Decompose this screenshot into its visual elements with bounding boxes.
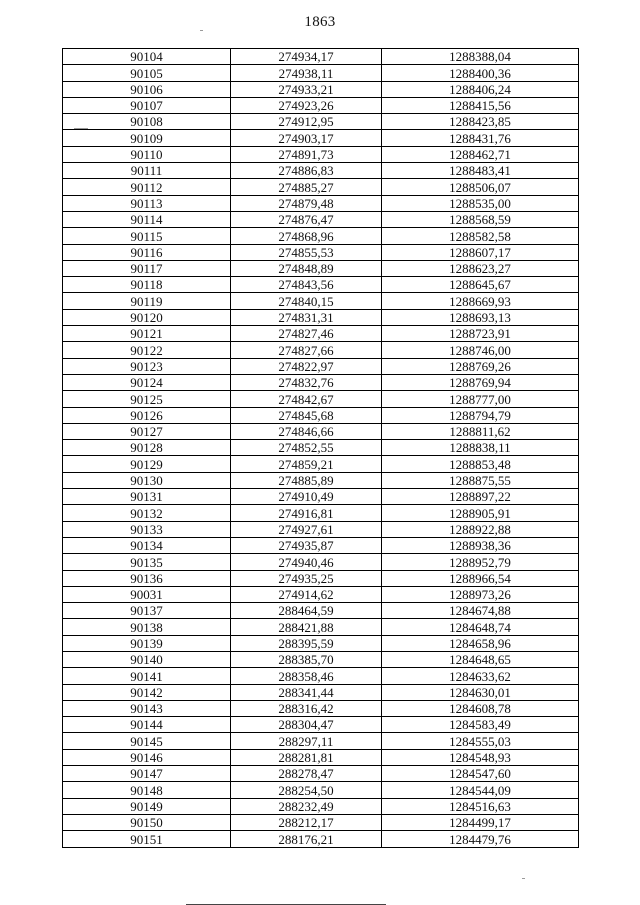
table-row <box>63 146 579 162</box>
scan-artifact <box>522 878 525 879</box>
y-coordinate-cell: 1288838,11 <box>382 440 579 456</box>
point-number-cell: 90128 <box>63 440 231 456</box>
point-number-cell: 90125 <box>63 391 231 407</box>
x-coordinate-cell: 288278,47 <box>231 766 382 782</box>
y-coordinate-cell: 1288535,00 <box>382 195 579 211</box>
table-row <box>63 668 579 684</box>
x-coordinate-cell: 288358,46 <box>231 668 382 684</box>
y-coordinate-cell: 1284630,01 <box>382 684 579 700</box>
point-number-cell: 90141 <box>63 668 231 684</box>
coordinates-table <box>62 48 579 848</box>
y-coordinate-cell: 1288811,62 <box>382 423 579 439</box>
point-number-cell: 90115 <box>63 228 231 244</box>
table-row <box>63 358 579 374</box>
table-row <box>63 570 579 586</box>
point-number-cell: 90137 <box>63 603 231 619</box>
coordinates-table-body <box>63 49 579 848</box>
y-coordinate-cell: 1284648,65 <box>382 651 579 667</box>
point-number-cell: 90119 <box>63 293 231 309</box>
x-coordinate-cell: 274886,83 <box>231 163 382 179</box>
y-coordinate-cell: 1288769,26 <box>382 358 579 374</box>
x-coordinate-cell: 288297,11 <box>231 733 382 749</box>
y-coordinate-cell: 1284674,88 <box>382 603 579 619</box>
x-coordinate-cell: 288385,70 <box>231 651 382 667</box>
point-number-cell: 90147 <box>63 766 231 782</box>
table-row <box>63 163 579 179</box>
y-coordinate-cell: 1288483,41 <box>382 163 579 179</box>
point-number-cell: 90146 <box>63 749 231 765</box>
y-coordinate-cell: 1284547,60 <box>382 766 579 782</box>
point-number-cell: 90126 <box>63 407 231 423</box>
x-coordinate-cell: 288176,21 <box>231 831 382 847</box>
table-row <box>63 114 579 130</box>
point-number-cell: 90111 <box>63 163 231 179</box>
table-row <box>63 407 579 423</box>
table-row <box>63 537 579 553</box>
table-row <box>63 554 579 570</box>
x-coordinate-cell: 288254,50 <box>231 782 382 798</box>
x-coordinate-cell: 274885,27 <box>231 179 382 195</box>
x-coordinate-cell: 274840,15 <box>231 293 382 309</box>
point-number-cell: 90148 <box>63 782 231 798</box>
x-coordinate-cell: 274923,26 <box>231 97 382 113</box>
x-coordinate-cell: 274868,96 <box>231 228 382 244</box>
point-number-cell: 90120 <box>63 309 231 325</box>
x-coordinate-cell: 274827,46 <box>231 326 382 342</box>
point-number-cell: 90142 <box>63 684 231 700</box>
y-coordinate-cell: 1288973,26 <box>382 586 579 602</box>
table-row <box>63 505 579 521</box>
point-number-cell: 90123 <box>63 358 231 374</box>
x-coordinate-cell: 274938,11 <box>231 65 382 81</box>
x-coordinate-cell: 288341,44 <box>231 684 382 700</box>
y-coordinate-cell: 1288875,55 <box>382 472 579 488</box>
y-coordinate-cell: 1288431,76 <box>382 130 579 146</box>
table-row <box>63 782 579 798</box>
table-row <box>63 326 579 342</box>
point-number-cell: 90144 <box>63 717 231 733</box>
y-coordinate-cell: 1288746,00 <box>382 342 579 358</box>
x-coordinate-cell: 274935,87 <box>231 537 382 553</box>
x-coordinate-cell: 274845,68 <box>231 407 382 423</box>
y-coordinate-cell: 1288777,00 <box>382 391 579 407</box>
x-coordinate-cell: 274933,21 <box>231 81 382 97</box>
table-row <box>63 342 579 358</box>
x-coordinate-cell: 288395,59 <box>231 635 382 651</box>
x-coordinate-cell: 288212,17 <box>231 814 382 830</box>
point-number-cell: 90122 <box>63 342 231 358</box>
y-coordinate-cell: 1284479,76 <box>382 831 579 847</box>
y-coordinate-cell: 1288388,04 <box>382 49 579 65</box>
table-row <box>63 97 579 113</box>
x-coordinate-cell: 274910,49 <box>231 489 382 505</box>
y-coordinate-cell: 1288645,67 <box>382 277 579 293</box>
point-number-cell: 90133 <box>63 521 231 537</box>
point-number-cell: 90145 <box>63 733 231 749</box>
x-coordinate-cell: 274842,67 <box>231 391 382 407</box>
x-coordinate-cell: 274822,97 <box>231 358 382 374</box>
point-number-cell: 90104 <box>63 49 231 65</box>
point-number-cell: 90031 <box>63 586 231 602</box>
x-coordinate-cell: 274885,89 <box>231 472 382 488</box>
point-number-cell: 90127 <box>63 423 231 439</box>
point-number-cell: 90150 <box>63 814 231 830</box>
point-number-cell: 90151 <box>63 831 231 847</box>
x-coordinate-cell: 288232,49 <box>231 798 382 814</box>
table-row <box>63 49 579 65</box>
point-number-cell: 90113 <box>63 195 231 211</box>
table-row <box>63 635 579 651</box>
y-coordinate-cell: 1284583,49 <box>382 717 579 733</box>
point-number-cell: 90117 <box>63 260 231 276</box>
table-row <box>63 472 579 488</box>
point-number-cell: 90132 <box>63 505 231 521</box>
x-coordinate-cell: 274879,48 <box>231 195 382 211</box>
y-coordinate-cell: 1288400,36 <box>382 65 579 81</box>
x-coordinate-cell: 274846,66 <box>231 423 382 439</box>
x-coordinate-cell: 274891,73 <box>231 146 382 162</box>
point-number-cell: 90143 <box>63 700 231 716</box>
table-row <box>63 831 579 847</box>
y-coordinate-cell: 1284548,93 <box>382 749 579 765</box>
y-coordinate-cell: 1288415,56 <box>382 97 579 113</box>
table-row <box>63 586 579 602</box>
point-number-cell: 90129 <box>63 456 231 472</box>
point-number-cell: 90136 <box>63 570 231 586</box>
point-number-cell: 90109 <box>63 130 231 146</box>
table-row <box>63 456 579 472</box>
y-coordinate-cell: 1288952,79 <box>382 554 579 570</box>
x-coordinate-cell: 274935,25 <box>231 570 382 586</box>
x-coordinate-cell: 274912,95 <box>231 114 382 130</box>
point-number-cell: 90124 <box>63 374 231 390</box>
table-row <box>63 228 579 244</box>
table-row <box>63 65 579 81</box>
y-coordinate-cell: 1288897,22 <box>382 489 579 505</box>
x-coordinate-cell: 274855,53 <box>231 244 382 260</box>
point-number-cell: 90108 <box>63 114 231 130</box>
table-row <box>63 603 579 619</box>
x-coordinate-cell: 288316,42 <box>231 700 382 716</box>
table-row <box>63 81 579 97</box>
y-coordinate-cell: 1284633,62 <box>382 668 579 684</box>
page-number: 1863 <box>304 14 336 30</box>
table-row <box>63 717 579 733</box>
x-coordinate-cell: 274832,76 <box>231 374 382 390</box>
x-coordinate-cell: 274827,66 <box>231 342 382 358</box>
point-number-cell: 90107 <box>63 97 231 113</box>
table-row <box>63 651 579 667</box>
table-row <box>63 260 579 276</box>
x-coordinate-cell: 274859,21 <box>231 456 382 472</box>
point-number-cell: 90118 <box>63 277 231 293</box>
table-row <box>63 309 579 325</box>
table-row <box>63 749 579 765</box>
table-row <box>63 211 579 227</box>
y-coordinate-cell: 1288669,93 <box>382 293 579 309</box>
point-number-cell: 90114 <box>63 211 231 227</box>
y-coordinate-cell: 1288938,36 <box>382 537 579 553</box>
table-row <box>63 130 579 146</box>
table-row <box>63 798 579 814</box>
x-coordinate-cell: 274852,55 <box>231 440 382 456</box>
y-coordinate-cell: 1288693,13 <box>382 309 579 325</box>
x-coordinate-cell: 274934,17 <box>231 49 382 65</box>
table-row <box>63 179 579 195</box>
x-coordinate-cell: 288304,47 <box>231 717 382 733</box>
x-coordinate-cell: 274914,62 <box>231 586 382 602</box>
x-coordinate-cell: 274916,81 <box>231 505 382 521</box>
point-number-cell: 90139 <box>63 635 231 651</box>
x-coordinate-cell: 288464,59 <box>231 603 382 619</box>
point-number-cell: 90105 <box>63 65 231 81</box>
point-number-cell: 90140 <box>63 651 231 667</box>
table-row <box>63 521 579 537</box>
point-number-cell: 90130 <box>63 472 231 488</box>
y-coordinate-cell: 1288905,91 <box>382 505 579 521</box>
point-number-cell: 90131 <box>63 489 231 505</box>
x-coordinate-cell: 288281,81 <box>231 749 382 765</box>
y-coordinate-cell: 1288623,27 <box>382 260 579 276</box>
table-row <box>63 700 579 716</box>
x-coordinate-cell: 274848,89 <box>231 260 382 276</box>
point-number-cell: 90110 <box>63 146 231 162</box>
table-row <box>63 814 579 830</box>
point-number-cell: 90135 <box>63 554 231 570</box>
y-coordinate-cell: 1284608,78 <box>382 700 579 716</box>
table-row <box>63 766 579 782</box>
y-coordinate-cell: 1288406,24 <box>382 81 579 97</box>
y-coordinate-cell: 1288769,94 <box>382 374 579 390</box>
y-coordinate-cell: 1288462,71 <box>382 146 579 162</box>
table-row <box>63 244 579 260</box>
y-coordinate-cell: 1284544,09 <box>382 782 579 798</box>
x-coordinate-cell: 274876,47 <box>231 211 382 227</box>
table-row <box>63 293 579 309</box>
table-row <box>63 423 579 439</box>
point-number-cell: 90112 <box>63 179 231 195</box>
y-coordinate-cell: 1284499,17 <box>382 814 579 830</box>
point-number-cell: 90116 <box>63 244 231 260</box>
table-row <box>63 489 579 505</box>
table-row <box>63 374 579 390</box>
y-coordinate-cell: 1284648,74 <box>382 619 579 635</box>
point-number-cell: 90149 <box>63 798 231 814</box>
point-number-cell: 90134 <box>63 537 231 553</box>
y-coordinate-cell: 1288607,17 <box>382 244 579 260</box>
point-number-cell: 90106 <box>63 81 231 97</box>
x-coordinate-cell: 274831,31 <box>231 309 382 325</box>
table-row <box>63 391 579 407</box>
y-coordinate-cell: 1288922,88 <box>382 521 579 537</box>
y-coordinate-cell: 1284555,03 <box>382 733 579 749</box>
x-coordinate-cell: 274843,56 <box>231 277 382 293</box>
table-row <box>63 195 579 211</box>
y-coordinate-cell: 1288966,54 <box>382 570 579 586</box>
table-row <box>63 733 579 749</box>
y-coordinate-cell: 1288723,91 <box>382 326 579 342</box>
y-coordinate-cell: 1288582,58 <box>382 228 579 244</box>
y-coordinate-cell: 1284516,63 <box>382 798 579 814</box>
y-coordinate-cell: 1284658,96 <box>382 635 579 651</box>
table-row <box>63 684 579 700</box>
y-coordinate-cell: 1288568,59 <box>382 211 579 227</box>
x-coordinate-cell: 274940,46 <box>231 554 382 570</box>
table-row <box>63 277 579 293</box>
point-number-cell: 90121 <box>63 326 231 342</box>
x-coordinate-cell: 288421,88 <box>231 619 382 635</box>
y-coordinate-cell: 1288423,85 <box>382 114 579 130</box>
y-coordinate-cell: 1288853,48 <box>382 456 579 472</box>
x-coordinate-cell: 274903,17 <box>231 130 382 146</box>
y-coordinate-cell: 1288506,07 <box>382 179 579 195</box>
x-coordinate-cell: 274927,61 <box>231 521 382 537</box>
table-row <box>63 440 579 456</box>
point-number-cell: 90138 <box>63 619 231 635</box>
scan-artifact <box>200 30 203 31</box>
table-row <box>63 619 579 635</box>
y-coordinate-cell: 1288794,79 <box>382 407 579 423</box>
